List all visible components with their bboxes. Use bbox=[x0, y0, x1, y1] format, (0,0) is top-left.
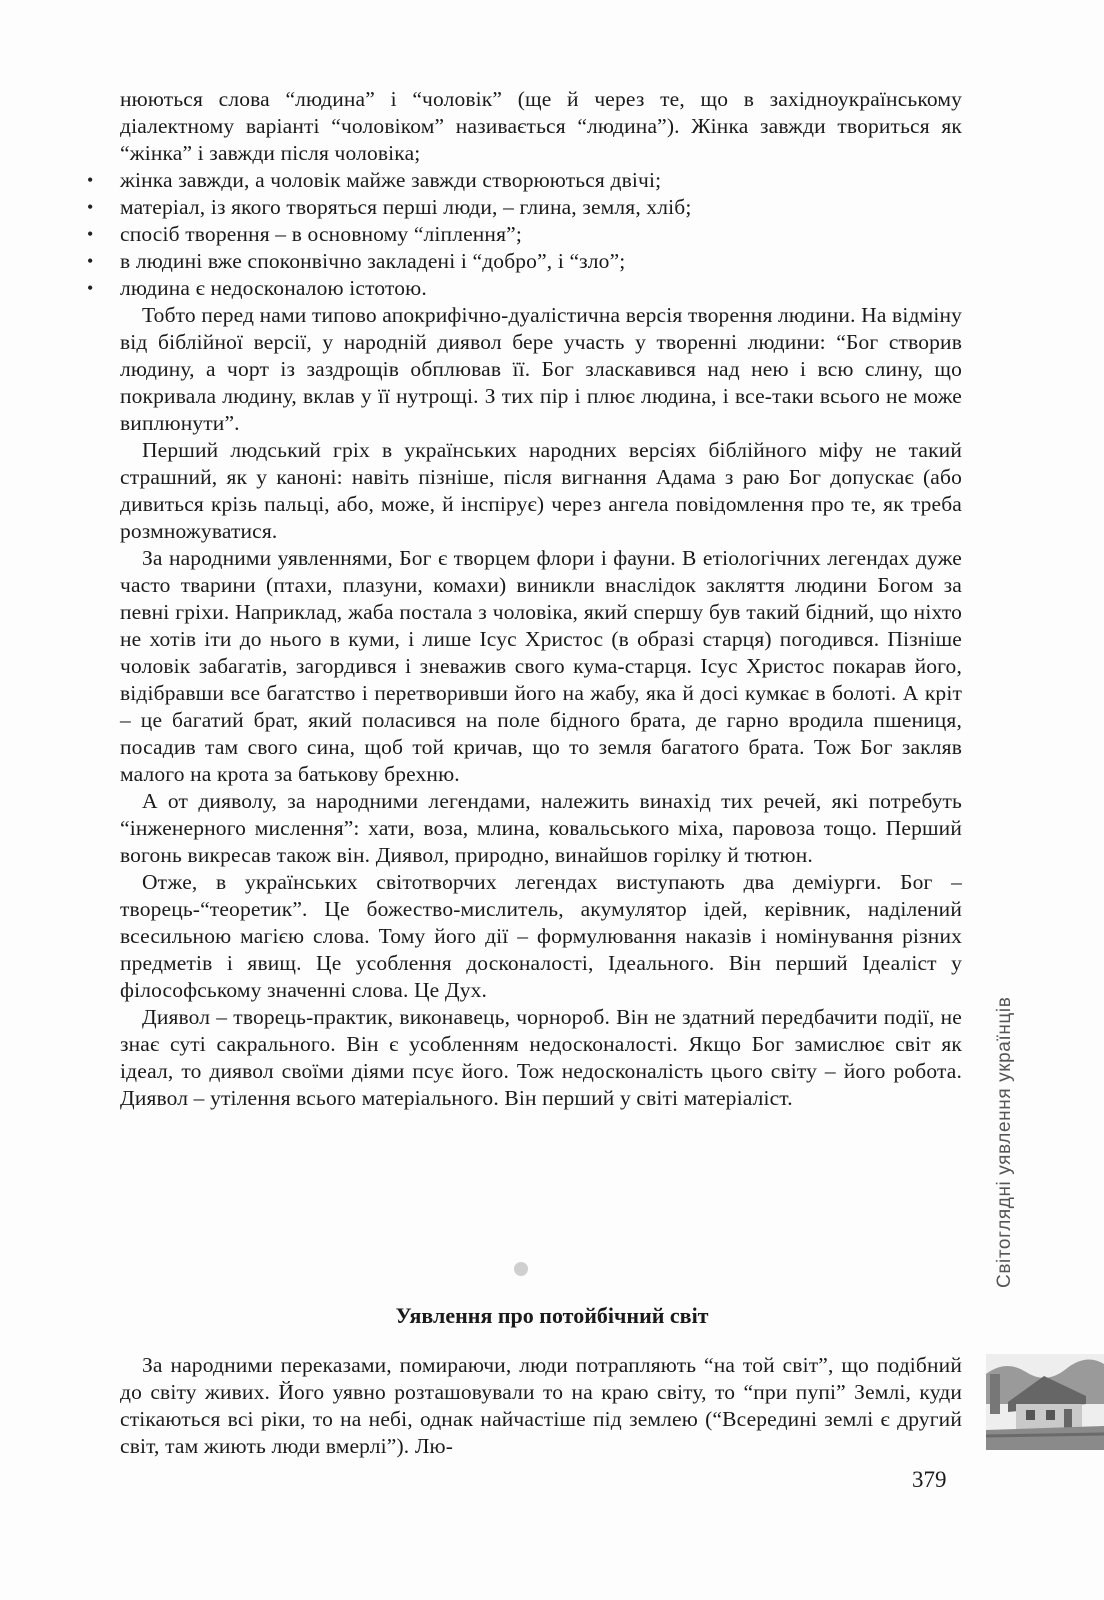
paragraph: Перший людський гріх в українських народних версіях біблійного міфу не такий страшний, як у каноні: навіть пізніше, після вигнання Адама з раю Бог допускає (або дивиться крізь пальці, або, може, й інспірує) через ангела повідомлення про те, як треба розмножуватися. bbox=[120, 438, 962, 543]
list-item-text: жінка завжди, а чоловік майже завжди створюються двічі; bbox=[120, 168, 662, 192]
bullet-icon: • bbox=[87, 170, 94, 190]
section-heading: Уявлення про потойбічний світ bbox=[395, 1303, 709, 1328]
paragraph-continuation: нюються слова “людина” і “чоловік” (ще й через те, що в західноукраїнському діалектному варіанті “чоловіком” називається “людина”). Жінка завжди твориться як “жінка” і завжди після чоловіка; bbox=[120, 87, 962, 165]
village-house-icon bbox=[986, 1354, 1104, 1450]
list-item bbox=[87, 248, 962, 275]
bullet-list bbox=[87, 167, 962, 302]
paragraph: Отже, в українських світотворчих легендах виступають два деміурги. Бог – творець-“теоретик”. Це божество-мислитель, акумулятор ідей, керівник, наділений всесильною магією слова. Тому його дії – формулювання наказів і номінування різних предметів і явищ. Це усоблення досконалості, Ідеального. Він перший Ідеаліст у філософському значенні слова. Це Дух. bbox=[120, 870, 962, 1002]
running-side-title: Світоглядні уявлення українців bbox=[994, 996, 1015, 1288]
list-item bbox=[87, 194, 962, 221]
list-item bbox=[87, 167, 962, 194]
list-item-text: спосіб творення – в основному “ліплення”; bbox=[120, 222, 522, 246]
paragraph: За народними уявленнями, Бог є творцем флори і фауни. В етіологічних легендах дуже часто тварини (птахи, плазуни, комахи) виникли внаслідок закляття людини Богом за певні гріхи. Наприклад, жаба постала з чоловіка, який спершу був такий бідний, що ніхто не хотів іти до нього в куми, і лише Ісус Христос (в образі старця) погодився. Пізніше чоловік забагатів, загордився і зневажив свого кума-старця. Ісус Христос покарав його, відібравши все багатство і перетворивши його на жабу, яка й досі кумкає в болоті. А кріт – це багатий брат, який поласився на поле бідного брата, де гарно вродила пшениця, посадив там свого сина, щоб той кричав, що то земля багатого брата. Тож Бог закляв малого на крота за батькову брехню. bbox=[120, 546, 962, 786]
list-item-text: в людині вже споконвічно закладені і “добро”, і “зло”; bbox=[120, 249, 626, 273]
paragraph: Диявол – творець-практик, виконавець, чорнороб. Він не здатний передбачити події, не знає суті сакрального. Він є усобленням недосконалості. Якщо Бог замислює світ як ідеал, то диявол своїми діями псує його. Тож недосконалість цього світу – його робота. Диявол – утілення всього матеріального. Він перший у світі матеріаліст. bbox=[120, 1005, 962, 1110]
paragraph: За народними переказами, помираючи, люди потрапляють “на той світ”, що подібний до світу живих. Його уявно розташовували то на краю світу, то “при пупі” Землі, куди стікаються всі ріки, то на небі, однак найчастіше під землею (“Всередині землі є другий світ, там жиють люди вмерлі”). Лю- bbox=[120, 1353, 962, 1458]
main-text-column bbox=[87, 86, 962, 1112]
paragraph: А от дияволу, за народними легендами, належить винахід тих речей, які потребуть “інженерного мислення”: хати, воза, млина, ковальського міха, паровоза тощо. Перший вогонь викресав також він. Диявол, природно, винайшов горілку й тютюн. bbox=[120, 789, 962, 867]
bullet-icon: • bbox=[87, 197, 94, 217]
list-item-text: людина є недосконалою істотою. bbox=[120, 276, 427, 300]
list-item bbox=[87, 221, 962, 248]
list-item-text: матеріал, із якого творяться перші люди, – глина, земля, хліб; bbox=[120, 195, 692, 219]
page-number: 379 bbox=[912, 1467, 947, 1492]
bullet-icon: • bbox=[87, 224, 94, 244]
section-separator-dot bbox=[514, 1262, 528, 1276]
paragraph: Тобто перед нами типово апокрифічно-дуалістична версія творення людини. На відміну від біблійної версії, у народній диявол бере участь у творенні людини: “Бог створив людину, а чорт із заздрощів обплював її. Бог злаcкавився над нею і всю слину, що покривала людину, вклав у її нутрощі. З тих пір і плює людина, і все-таки всього не може виплюнути”. bbox=[120, 303, 962, 435]
list-item bbox=[87, 275, 962, 302]
bullet-icon: • bbox=[87, 278, 94, 298]
bullet-icon: • bbox=[87, 251, 94, 271]
section-text-column bbox=[120, 1352, 962, 1460]
